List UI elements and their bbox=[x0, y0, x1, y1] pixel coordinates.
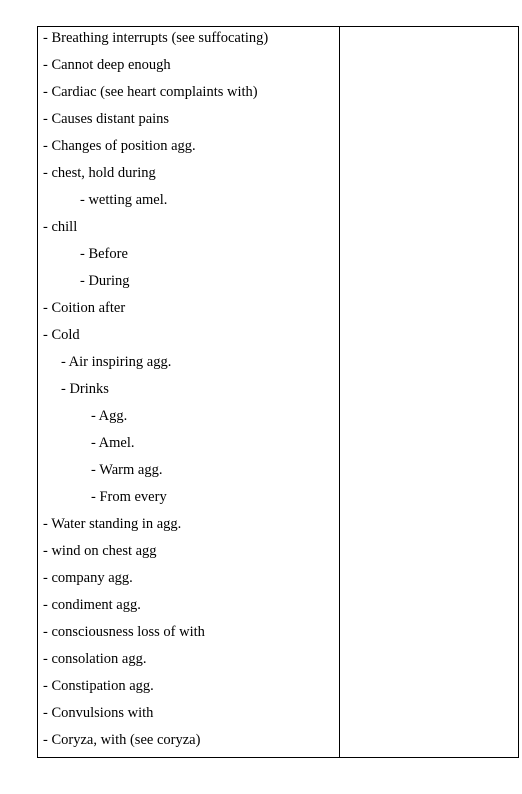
symptom-entry: - Constipation agg. bbox=[43, 678, 154, 694]
symptom-entry: - Changes of position agg. bbox=[43, 138, 196, 154]
symptom-entry: - consolation agg. bbox=[43, 651, 147, 667]
symptom-entry: - Drinks bbox=[61, 381, 109, 397]
symptom-table bbox=[37, 26, 519, 758]
empty-right-column bbox=[340, 27, 518, 757]
symptom-entry: - Breathing interrupts (see suffocating) bbox=[43, 30, 269, 46]
symptom-entry: - Before bbox=[80, 246, 128, 262]
symptom-entry: - Cold bbox=[43, 327, 80, 343]
symptom-entry: - consciousness loss of with bbox=[43, 624, 205, 640]
symptom-entry: - wind on chest agg bbox=[43, 543, 157, 559]
symptom-entry: - Water standing in agg. bbox=[43, 516, 182, 532]
symptom-entry: - Coryza, with (see coryza) bbox=[43, 732, 201, 748]
symptom-entry: - chest, hold during bbox=[43, 165, 156, 181]
symptom-entry: - Air inspiring agg. bbox=[61, 354, 172, 370]
symptom-entry: - During bbox=[80, 273, 130, 289]
symptom-entry: - wetting amel. bbox=[80, 192, 168, 208]
symptom-entry: - Convulsions with bbox=[43, 705, 154, 721]
symptom-entry: - From every bbox=[91, 489, 167, 505]
symptom-entry: - chill bbox=[43, 219, 78, 235]
symptom-entry: - condiment agg. bbox=[43, 597, 141, 613]
symptom-entry: - company agg. bbox=[43, 570, 133, 586]
symptom-entry: - Cannot deep enough bbox=[43, 57, 171, 73]
symptom-entry: - Warm agg. bbox=[91, 462, 163, 478]
symptom-entry: - Agg. bbox=[91, 408, 128, 424]
symptom-entry: - Coition after bbox=[43, 300, 126, 316]
symptom-entry: - Cardiac (see heart complaints with) bbox=[43, 84, 258, 100]
symptom-entry: - Causes distant pains bbox=[43, 111, 170, 127]
symptom-entry: - Amel. bbox=[91, 435, 135, 451]
